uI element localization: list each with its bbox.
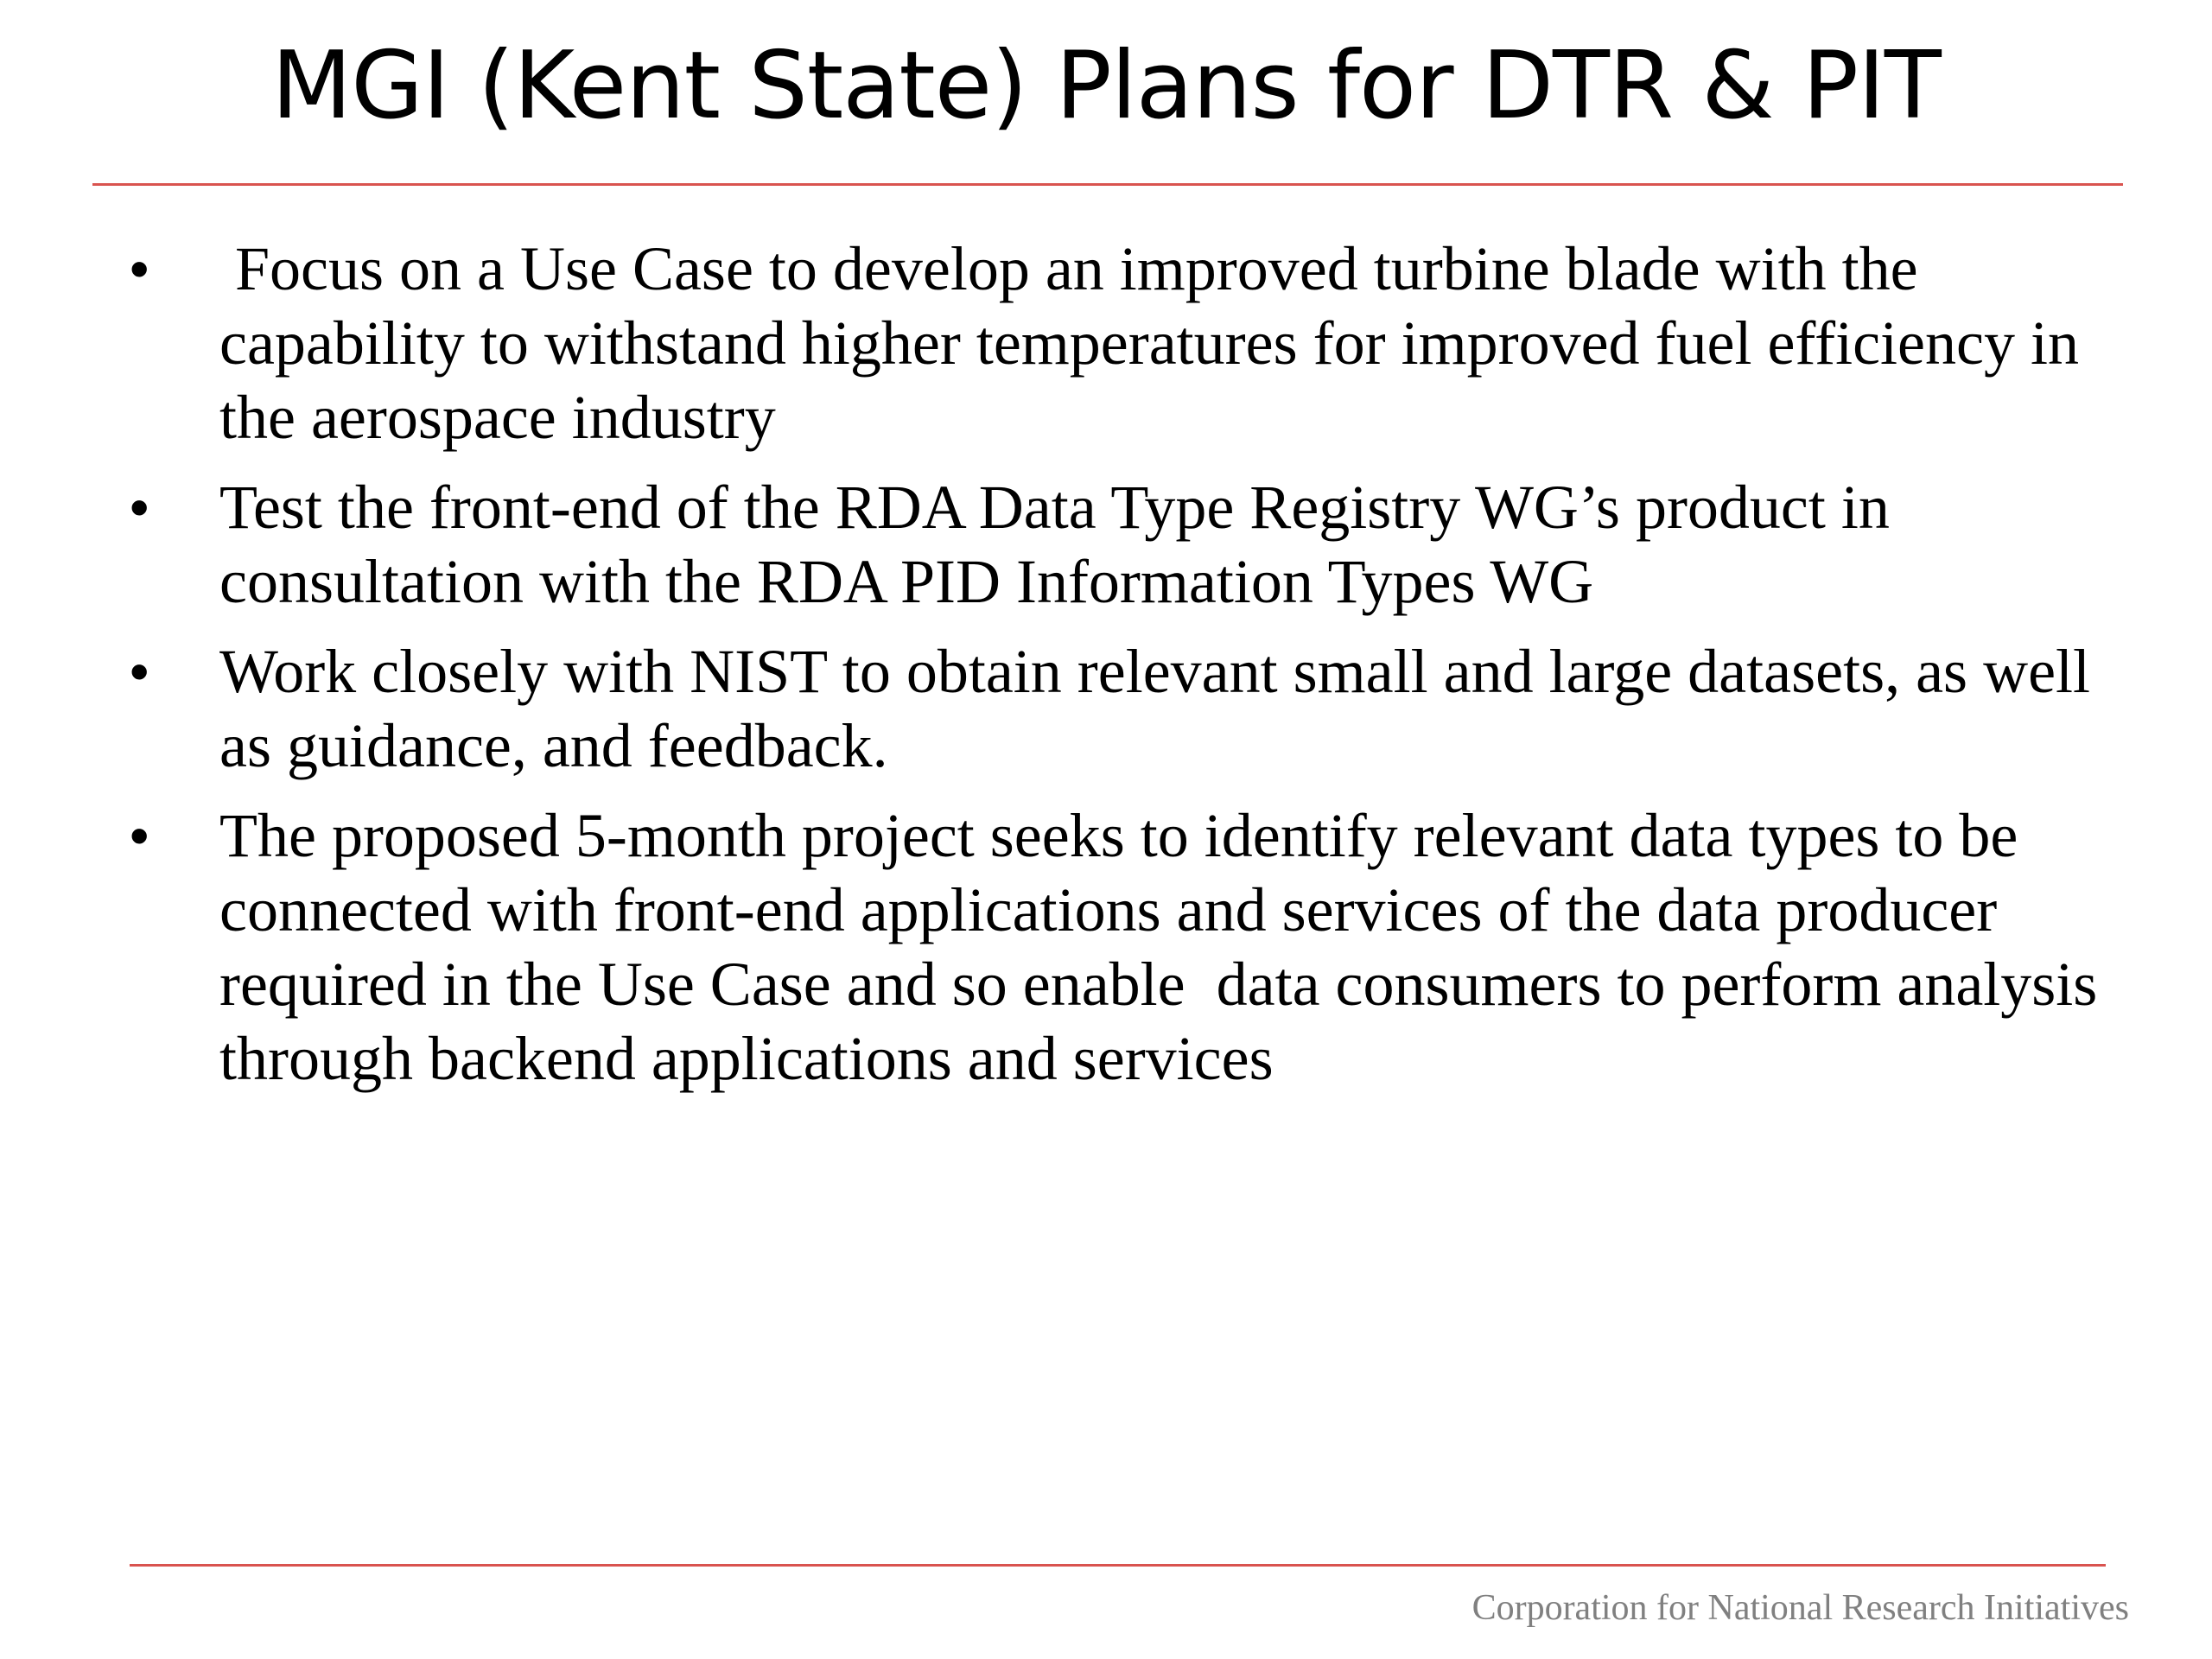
slide-title: MGI (Kent State) Plans for DTR & PIT (271, 32, 1941, 140)
bullet-text: Test the front-end of the RDA Data Type Registry WG’s product in consultation with the RDA PID Information Types WG (219, 473, 1890, 616)
bullet-list (130, 232, 2113, 1111)
bullet-item-2 (130, 470, 2100, 619)
bullet-icon: • (130, 640, 149, 702)
bullet-text: Focus on a Use Case to develop an improved turbine blade with the capability to withstand higher temperatures for improved fuel efficiency in the aerospace industry (219, 234, 2094, 452)
bullet-text: The proposed 5-month project seeks to identify relevant data types to be connected with front-end applications and services of the data producer required in the Use Case and so enable data consumers to perform analysis through backend applications and services (219, 801, 2113, 1093)
bullet-icon: • (130, 476, 149, 538)
bullet-item-4 (130, 798, 2113, 1096)
footer-divider (130, 1564, 2106, 1567)
footer-organization: Corporation for National Research Initiatives (1471, 1588, 2129, 1628)
bullet-text: Work closely with NIST to obtain relevant small and large datasets, as well as guidance, and feedback. (219, 637, 2091, 780)
title-divider (92, 183, 2123, 186)
bullet-icon: • (130, 804, 149, 867)
bullet-icon: • (130, 238, 149, 300)
bullet-item-3 (130, 634, 2100, 783)
bullet-item-1 (130, 232, 2100, 454)
